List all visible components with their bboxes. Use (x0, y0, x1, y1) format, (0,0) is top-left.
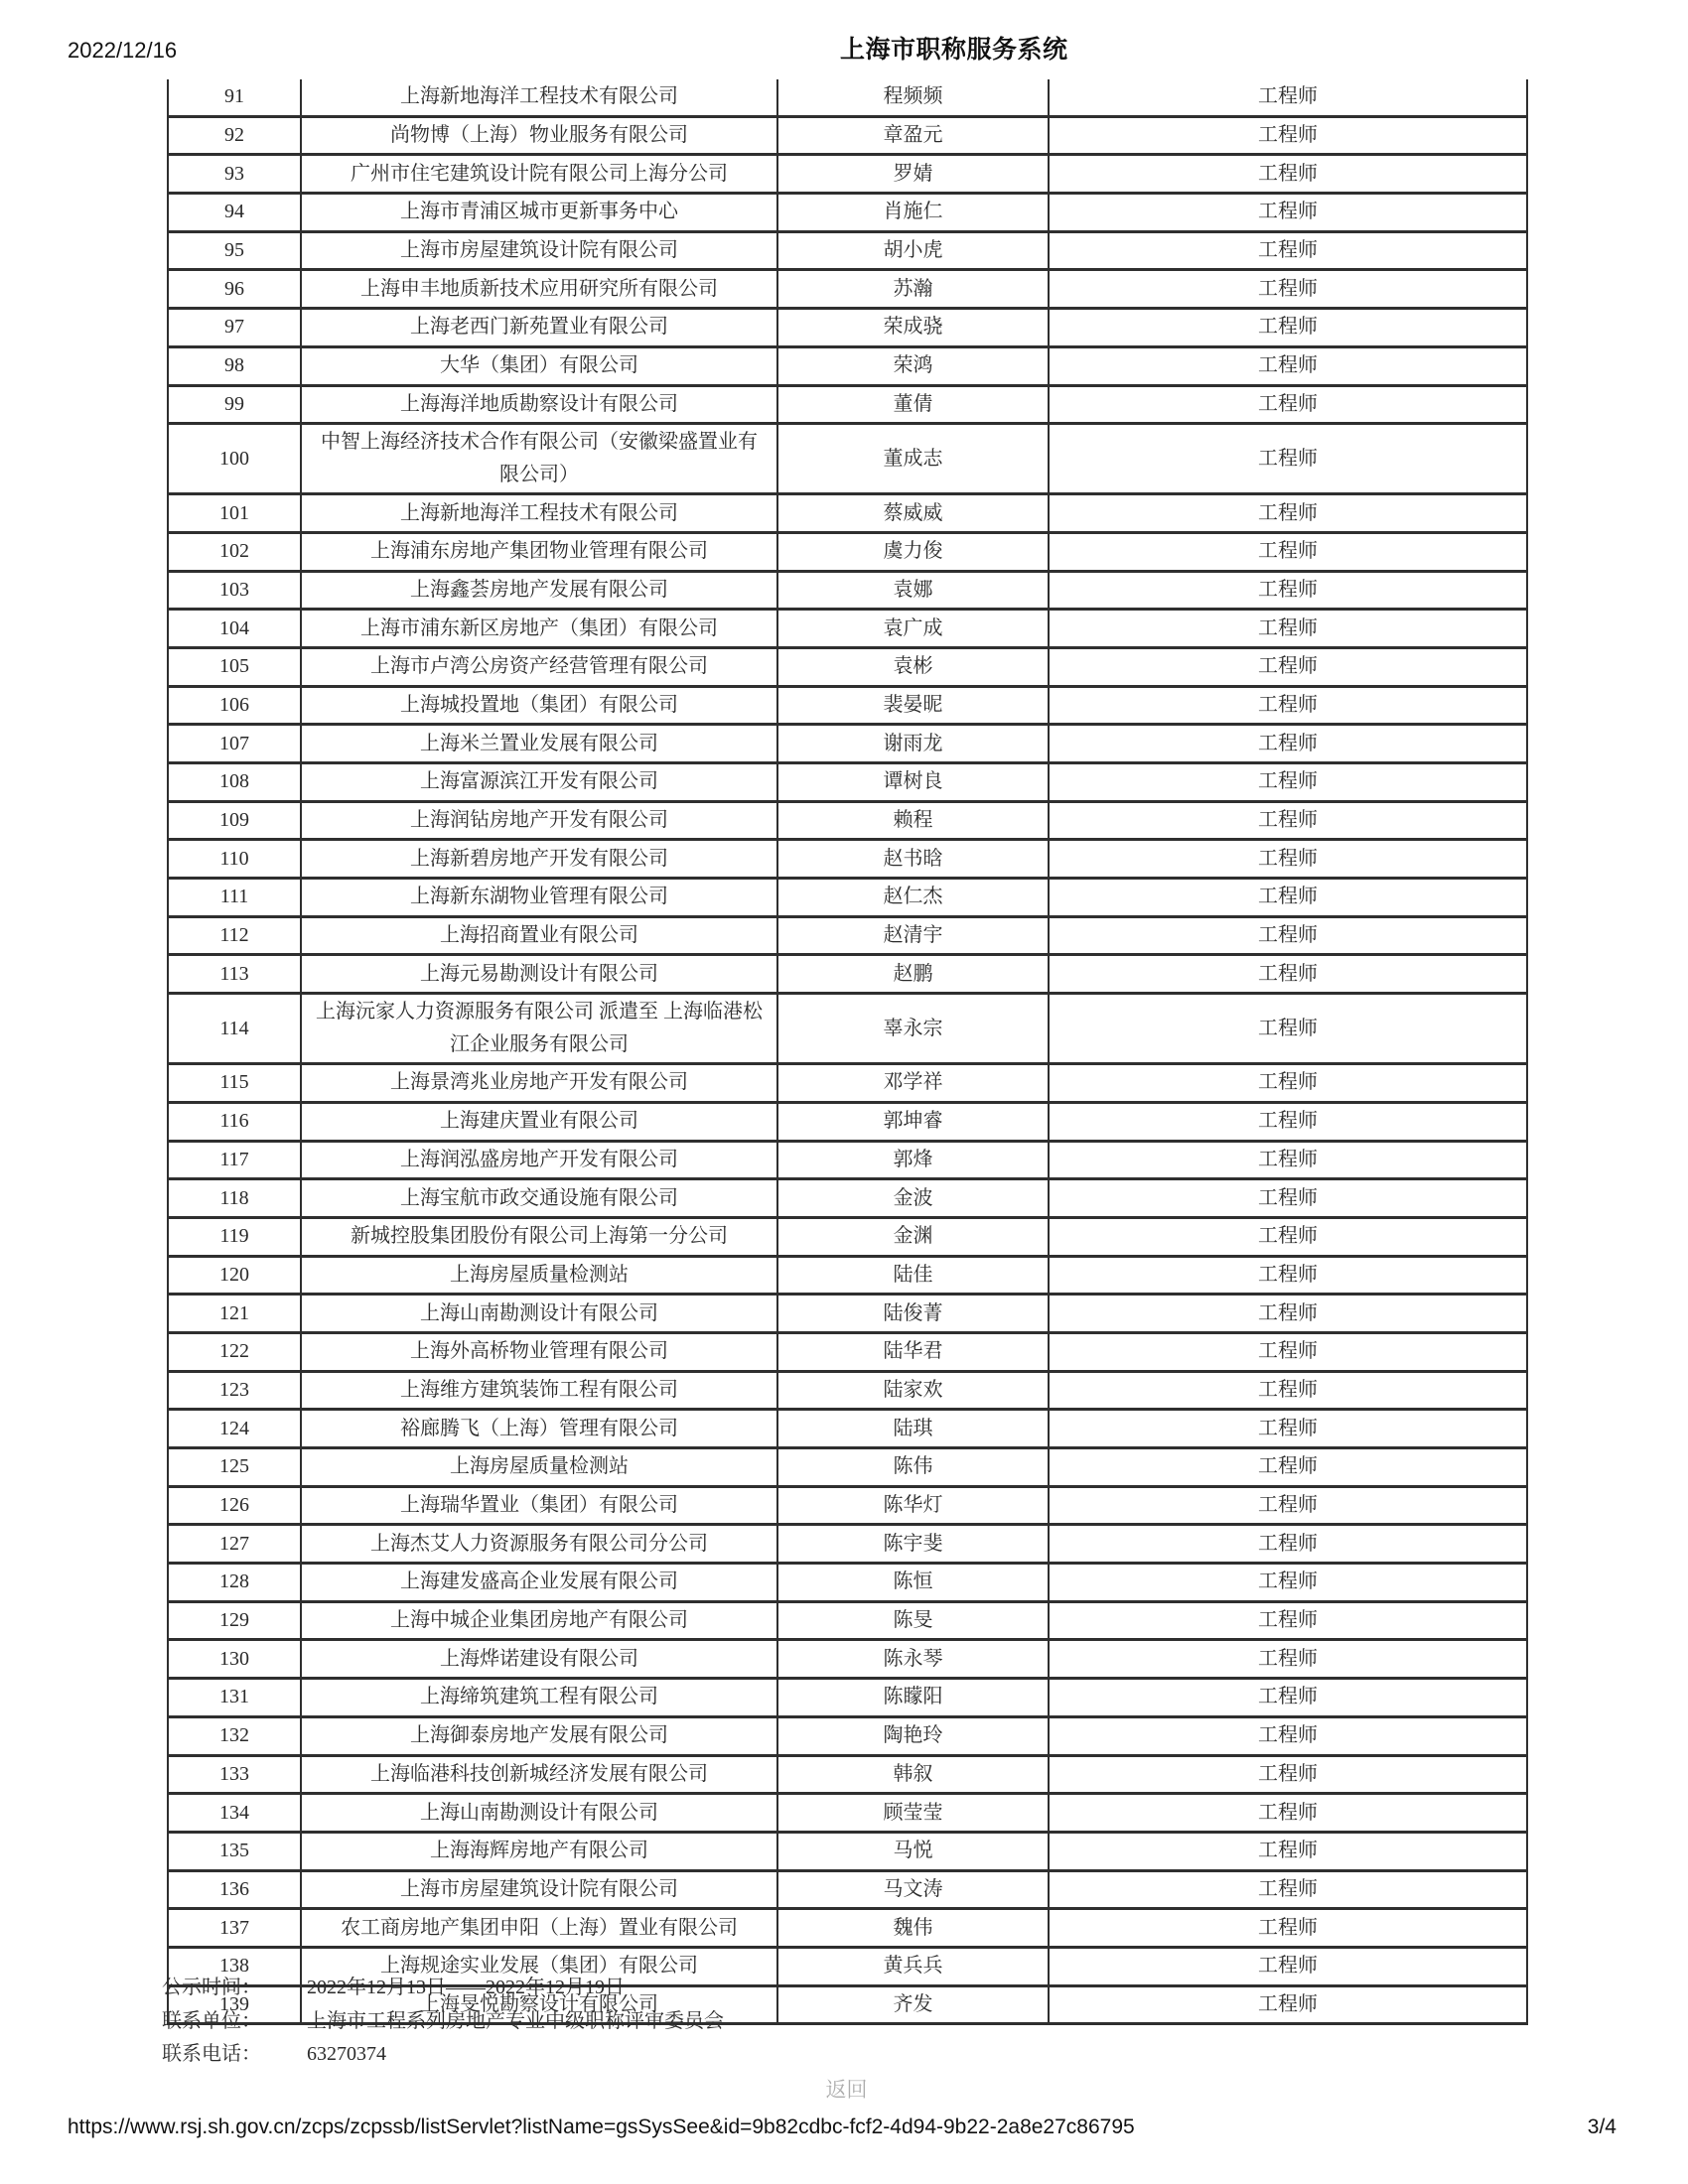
name-cell: 齐发 (777, 1985, 1049, 2024)
table-row (168, 994, 1527, 1064)
company-cell: 上海规途实业发展（集团）有限公司 (301, 1947, 777, 1985)
name-cell: 辜永宗 (777, 994, 1049, 1064)
row-number-cell: 114 (168, 994, 301, 1064)
row-number-cell: 136 (168, 1870, 301, 1909)
company-cell: 上海房屋质量检测站 (301, 1256, 777, 1295)
table-row (168, 194, 1527, 232)
title-cell: 工程师 (1049, 1295, 1527, 1333)
publish-time-label: 公示时间： (162, 1977, 261, 1998)
name-cell: 邓学祥 (777, 1064, 1049, 1103)
name-cell: 赵仁杰 (777, 879, 1049, 917)
company-cell: 大华（集团）有限公司 (301, 346, 777, 385)
name-cell: 黄兵兵 (777, 1947, 1049, 1985)
title-cell: 工程师 (1049, 1601, 1527, 1640)
title-cell: 工程师 (1049, 1332, 1527, 1371)
row-number-cell: 106 (168, 686, 301, 725)
table-row (168, 1870, 1527, 1909)
table-row (168, 1794, 1527, 1833)
title-cell: 工程师 (1049, 994, 1527, 1064)
title-cell: 工程师 (1049, 155, 1527, 194)
title-cell: 工程师 (1049, 1870, 1527, 1909)
contact-phone-line (162, 2037, 386, 2066)
row-number-cell: 107 (168, 725, 301, 763)
name-cell: 荣成骁 (777, 309, 1049, 347)
company-cell: 上海临港科技创新城经济发展有限公司 (301, 1755, 777, 1794)
title-cell: 工程师 (1049, 1064, 1527, 1103)
company-cell: 上海市房屋建筑设计院有限公司 (301, 1870, 777, 1909)
table-row (168, 1716, 1527, 1755)
company-cell: 上海鑫荟房地产发展有限公司 (301, 571, 777, 610)
table-row (168, 231, 1527, 270)
contact-unit-line (162, 2004, 724, 2033)
row-number-cell: 119 (168, 1217, 301, 1256)
row-number-cell: 116 (168, 1102, 301, 1141)
row-number-cell: 111 (168, 879, 301, 917)
company-cell: 尚物博（上海）物业服务有限公司 (301, 116, 777, 155)
company-cell: 上海山南勘测设计有限公司 (301, 1295, 777, 1333)
company-cell: 上海新地海洋工程技术有限公司 (301, 494, 777, 533)
table-row (168, 155, 1527, 194)
row-number-cell: 92 (168, 116, 301, 155)
row-number-cell: 128 (168, 1564, 301, 1602)
table-row (168, 1564, 1527, 1602)
row-number-cell: 100 (168, 424, 301, 494)
row-number-cell: 103 (168, 571, 301, 610)
table-row (168, 571, 1527, 610)
title-cell: 工程师 (1049, 494, 1527, 533)
contact-unit-label: 联系单位： (162, 2010, 261, 2032)
name-cell: 顾莹莹 (777, 1794, 1049, 1833)
roster-table (167, 79, 1528, 2025)
company-cell: 上海沅家人力资源服务有限公司 派遣至 上海临港松江企业服务有限公司 (301, 994, 777, 1064)
title-cell: 工程师 (1049, 1716, 1527, 1755)
name-cell: 袁彬 (777, 647, 1049, 686)
title-cell: 工程师 (1049, 1564, 1527, 1602)
title-cell: 工程师 (1049, 1141, 1527, 1179)
title-cell: 工程师 (1049, 801, 1527, 840)
name-cell: 陈永琴 (777, 1640, 1049, 1679)
title-cell: 工程师 (1049, 270, 1527, 309)
title-cell: 工程师 (1049, 1371, 1527, 1410)
company-cell: 上海润泓盛房地产开发有限公司 (301, 1141, 777, 1179)
title-cell: 工程师 (1049, 346, 1527, 385)
table-row (168, 1064, 1527, 1103)
name-cell: 袁娜 (777, 571, 1049, 610)
table-row (168, 1448, 1527, 1487)
row-number-cell: 95 (168, 231, 301, 270)
table-row (168, 686, 1527, 725)
name-cell: 陶艳玲 (777, 1716, 1049, 1755)
table-row (168, 494, 1527, 533)
name-cell: 马文涛 (777, 1870, 1049, 1909)
title-cell: 工程师 (1049, 1256, 1527, 1295)
row-number-cell: 93 (168, 155, 301, 194)
company-cell: 上海市浦东新区房地产（集团）有限公司 (301, 610, 777, 648)
title-cell: 工程师 (1049, 1832, 1527, 1870)
name-cell: 赵书晗 (777, 840, 1049, 879)
row-number-cell: 109 (168, 801, 301, 840)
name-cell: 董成志 (777, 424, 1049, 494)
title-cell: 工程师 (1049, 1947, 1527, 1985)
name-cell: 赖程 (777, 801, 1049, 840)
row-number-cell: 123 (168, 1371, 301, 1410)
table-row (168, 1755, 1527, 1794)
title-cell: 工程师 (1049, 1102, 1527, 1141)
table-row (168, 424, 1527, 494)
table-row (168, 1102, 1527, 1141)
title-cell: 工程师 (1049, 571, 1527, 610)
contact-phone-value: 63270374 (307, 2043, 386, 2065)
company-cell: 上海御泰房地产发展有限公司 (301, 1716, 777, 1755)
table-row (168, 879, 1527, 917)
name-cell: 金波 (777, 1179, 1049, 1218)
table-row (168, 1371, 1527, 1410)
name-cell: 韩叙 (777, 1755, 1049, 1794)
row-number-cell: 137 (168, 1909, 301, 1948)
name-cell: 陆华君 (777, 1332, 1049, 1371)
name-cell: 马悦 (777, 1832, 1049, 1870)
title-cell: 工程师 (1049, 1486, 1527, 1525)
company-cell: 上海旻悦勘察设计有限公司 (301, 1985, 777, 2024)
name-cell: 陈矇阳 (777, 1679, 1049, 1717)
row-number-cell: 115 (168, 1064, 301, 1103)
company-cell: 上海宝航市政交通设施有限公司 (301, 1179, 777, 1218)
table-row (168, 1486, 1527, 1525)
title-cell: 工程师 (1049, 840, 1527, 879)
row-number-cell: 105 (168, 647, 301, 686)
publish-time-line (162, 1971, 625, 1999)
title-cell: 工程师 (1049, 1909, 1527, 1948)
table-row (168, 346, 1527, 385)
company-cell: 上海米兰置业发展有限公司 (301, 725, 777, 763)
name-cell: 陆俊菁 (777, 1295, 1049, 1333)
row-number-cell: 113 (168, 955, 301, 994)
row-number-cell: 108 (168, 763, 301, 802)
company-cell: 上海市卢湾公房资产经营管理有限公司 (301, 647, 777, 686)
name-cell: 陈旻 (777, 1601, 1049, 1640)
company-cell: 上海山南勘测设计有限公司 (301, 1794, 777, 1833)
company-cell: 上海房屋质量检测站 (301, 1448, 777, 1487)
company-cell: 上海招商置业有限公司 (301, 916, 777, 955)
row-number-cell: 118 (168, 1179, 301, 1218)
company-cell: 上海浦东房地产集团物业管理有限公司 (301, 532, 777, 571)
name-cell: 陆佳 (777, 1256, 1049, 1295)
company-cell: 上海海洋地质勘察设计有限公司 (301, 385, 777, 424)
title-cell: 工程师 (1049, 916, 1527, 955)
table-row (168, 647, 1527, 686)
name-cell: 陆琪 (777, 1410, 1049, 1448)
row-number-cell: 139 (168, 1985, 301, 2024)
company-cell: 上海杰艾人力资源服务有限公司分公司 (301, 1525, 777, 1564)
company-cell: 上海元易勘测设计有限公司 (301, 955, 777, 994)
title-cell: 工程师 (1049, 879, 1527, 917)
row-number-cell: 132 (168, 1716, 301, 1755)
table-row (168, 1410, 1527, 1448)
title-cell: 工程师 (1049, 1525, 1527, 1564)
table-row (168, 385, 1527, 424)
page-url: https://www.rsj.sh.gov.cn/zcps/zcpssb/listServlet?listName=gsSysSee&id=9b82cdbc-fcf2-4d94-9b22-2a8e27c86795 (68, 2116, 1135, 2138)
table-row (168, 1679, 1527, 1717)
company-cell: 上海景湾兆业房地产开发有限公司 (301, 1064, 777, 1103)
table-row (168, 801, 1527, 840)
company-cell: 上海申丰地质新技术应用研究所有限公司 (301, 270, 777, 309)
row-number-cell: 117 (168, 1141, 301, 1179)
row-number-cell: 112 (168, 916, 301, 955)
table-row (168, 116, 1527, 155)
company-cell: 上海新东湖物业管理有限公司 (301, 879, 777, 917)
title-cell: 工程师 (1049, 385, 1527, 424)
name-cell: 蔡威威 (777, 494, 1049, 533)
row-number-cell: 129 (168, 1601, 301, 1640)
title-cell: 工程师 (1049, 1985, 1527, 2024)
company-cell: 上海海辉房地产有限公司 (301, 1832, 777, 1870)
table-row (168, 1332, 1527, 1371)
title-cell: 工程师 (1049, 79, 1527, 116)
title-cell: 工程师 (1049, 686, 1527, 725)
table-row (168, 309, 1527, 347)
company-cell: 上海瑞华置业（集团）有限公司 (301, 1486, 777, 1525)
row-number-cell: 126 (168, 1486, 301, 1525)
name-cell: 袁广成 (777, 610, 1049, 648)
table-row (168, 763, 1527, 802)
company-cell: 广州市住宅建筑设计院有限公司上海分公司 (301, 155, 777, 194)
table-row (168, 532, 1527, 571)
name-cell: 郭坤睿 (777, 1102, 1049, 1141)
title-cell: 工程师 (1049, 1755, 1527, 1794)
table-row (168, 1601, 1527, 1640)
title-cell: 工程师 (1049, 763, 1527, 802)
title-cell: 工程师 (1049, 955, 1527, 994)
name-cell: 裴晏昵 (777, 686, 1049, 725)
name-cell: 谢雨龙 (777, 725, 1049, 763)
company-cell: 上海建庆置业有限公司 (301, 1102, 777, 1141)
row-number-cell: 122 (168, 1332, 301, 1371)
title-cell: 工程师 (1049, 1794, 1527, 1833)
row-number-cell: 98 (168, 346, 301, 385)
title-cell: 工程师 (1049, 1410, 1527, 1448)
name-cell: 陈恒 (777, 1564, 1049, 1602)
row-number-cell: 110 (168, 840, 301, 879)
page-title: 上海市职称服务系统 (840, 36, 1068, 64)
name-cell: 谭树良 (777, 763, 1049, 802)
table-row (168, 1640, 1527, 1679)
row-number-cell: 133 (168, 1755, 301, 1794)
company-cell: 上海市青浦区城市更新事务中心 (301, 194, 777, 232)
row-number-cell: 97 (168, 309, 301, 347)
header-date: 2022/12/16 (68, 38, 178, 63)
row-number-cell: 99 (168, 385, 301, 424)
title-cell: 工程师 (1049, 309, 1527, 347)
name-cell: 陆家欢 (777, 1371, 1049, 1410)
table-row (168, 916, 1527, 955)
publish-time-value: 2022年12月13日——2022年12月19日 (307, 1977, 625, 1998)
title-cell: 工程师 (1049, 647, 1527, 686)
name-cell: 陈华灯 (777, 1486, 1049, 1525)
title-cell: 工程师 (1049, 532, 1527, 571)
name-cell: 郭烽 (777, 1141, 1049, 1179)
title-cell: 工程师 (1049, 610, 1527, 648)
table-row (168, 1141, 1527, 1179)
name-cell: 肖施仁 (777, 194, 1049, 232)
row-number-cell: 135 (168, 1832, 301, 1870)
title-cell: 工程师 (1049, 424, 1527, 494)
table-row (168, 1217, 1527, 1256)
contact-phone-label: 联系电话： (162, 2043, 261, 2065)
name-cell: 苏瀚 (777, 270, 1049, 309)
table-row (168, 840, 1527, 879)
row-number-cell: 134 (168, 1794, 301, 1833)
page-number: 3/4 (1587, 2116, 1617, 2138)
company-cell: 上海中城企业集团房地产有限公司 (301, 1601, 777, 1640)
company-cell: 上海新碧房地产开发有限公司 (301, 840, 777, 879)
title-cell: 工程师 (1049, 231, 1527, 270)
contact-unit-value: 上海市工程系列房地产专业中级职称评审委员会 (307, 2010, 724, 2032)
title-cell: 工程师 (1049, 1179, 1527, 1218)
name-cell: 董倩 (777, 385, 1049, 424)
company-cell: 裕廊腾飞（上海）管理有限公司 (301, 1410, 777, 1448)
title-cell: 工程师 (1049, 116, 1527, 155)
name-cell: 金渊 (777, 1217, 1049, 1256)
company-cell: 中智上海经济技术合作有限公司（安徽梁盛置业有限公司） (301, 424, 777, 494)
name-cell: 陈宇斐 (777, 1525, 1049, 1564)
company-cell: 上海维方建筑装饰工程有限公司 (301, 1371, 777, 1410)
row-number-cell: 125 (168, 1448, 301, 1487)
name-cell: 赵鹏 (777, 955, 1049, 994)
company-cell: 上海润钻房地产开发有限公司 (301, 801, 777, 840)
name-cell: 陈伟 (777, 1448, 1049, 1487)
company-cell: 上海外高桥物业管理有限公司 (301, 1332, 777, 1371)
table-row (168, 1179, 1527, 1218)
row-number-cell: 94 (168, 194, 301, 232)
row-number-cell: 120 (168, 1256, 301, 1295)
table-row (168, 725, 1527, 763)
company-cell: 上海城投置地（集团）有限公司 (301, 686, 777, 725)
company-cell: 上海建发盛高企业发展有限公司 (301, 1564, 777, 1602)
company-cell: 上海烨诺建设有限公司 (301, 1640, 777, 1679)
name-cell: 章盈元 (777, 116, 1049, 155)
row-number-cell: 96 (168, 270, 301, 309)
name-cell: 胡小虎 (777, 231, 1049, 270)
table-row (168, 955, 1527, 994)
company-cell: 上海富源滨江开发有限公司 (301, 763, 777, 802)
title-cell: 工程师 (1049, 725, 1527, 763)
row-number-cell: 104 (168, 610, 301, 648)
table-row (168, 610, 1527, 648)
row-number-cell: 138 (168, 1947, 301, 1985)
row-number-cell: 91 (168, 79, 301, 116)
row-number-cell: 131 (168, 1679, 301, 1717)
company-cell: 新城控股集团股份有限公司上海第一分公司 (301, 1217, 777, 1256)
row-number-cell: 127 (168, 1525, 301, 1564)
company-cell: 上海市房屋建筑设计院有限公司 (301, 231, 777, 270)
table-row (168, 1256, 1527, 1295)
name-cell: 赵清宇 (777, 916, 1049, 955)
row-number-cell: 102 (168, 532, 301, 571)
row-number-cell: 101 (168, 494, 301, 533)
name-cell: 虞力俊 (777, 532, 1049, 571)
row-number-cell: 130 (168, 1640, 301, 1679)
company-cell: 上海新地海洋工程技术有限公司 (301, 79, 777, 116)
name-cell: 魏伟 (777, 1909, 1049, 1948)
title-cell: 工程师 (1049, 1640, 1527, 1679)
company-cell: 上海缔筑建筑工程有限公司 (301, 1679, 777, 1717)
name-cell: 罗婧 (777, 155, 1049, 194)
table-row (168, 1295, 1527, 1333)
table-row (168, 1909, 1527, 1948)
table-row (168, 79, 1527, 116)
company-cell: 上海老西门新苑置业有限公司 (301, 309, 777, 347)
title-cell: 工程师 (1049, 194, 1527, 232)
company-cell: 农工商房地产集团申阳（上海）置业有限公司 (301, 1909, 777, 1948)
back-link[interactable]: 返回 (825, 2078, 868, 2102)
row-number-cell: 124 (168, 1410, 301, 1448)
name-cell: 程频频 (777, 79, 1049, 116)
table-row (168, 1525, 1527, 1564)
table-row (168, 270, 1527, 309)
title-cell: 工程师 (1049, 1448, 1527, 1487)
title-cell: 工程师 (1049, 1679, 1527, 1717)
name-cell: 荣鸿 (777, 346, 1049, 385)
table-row (168, 1832, 1527, 1870)
row-number-cell: 121 (168, 1295, 301, 1333)
title-cell: 工程师 (1049, 1217, 1527, 1256)
